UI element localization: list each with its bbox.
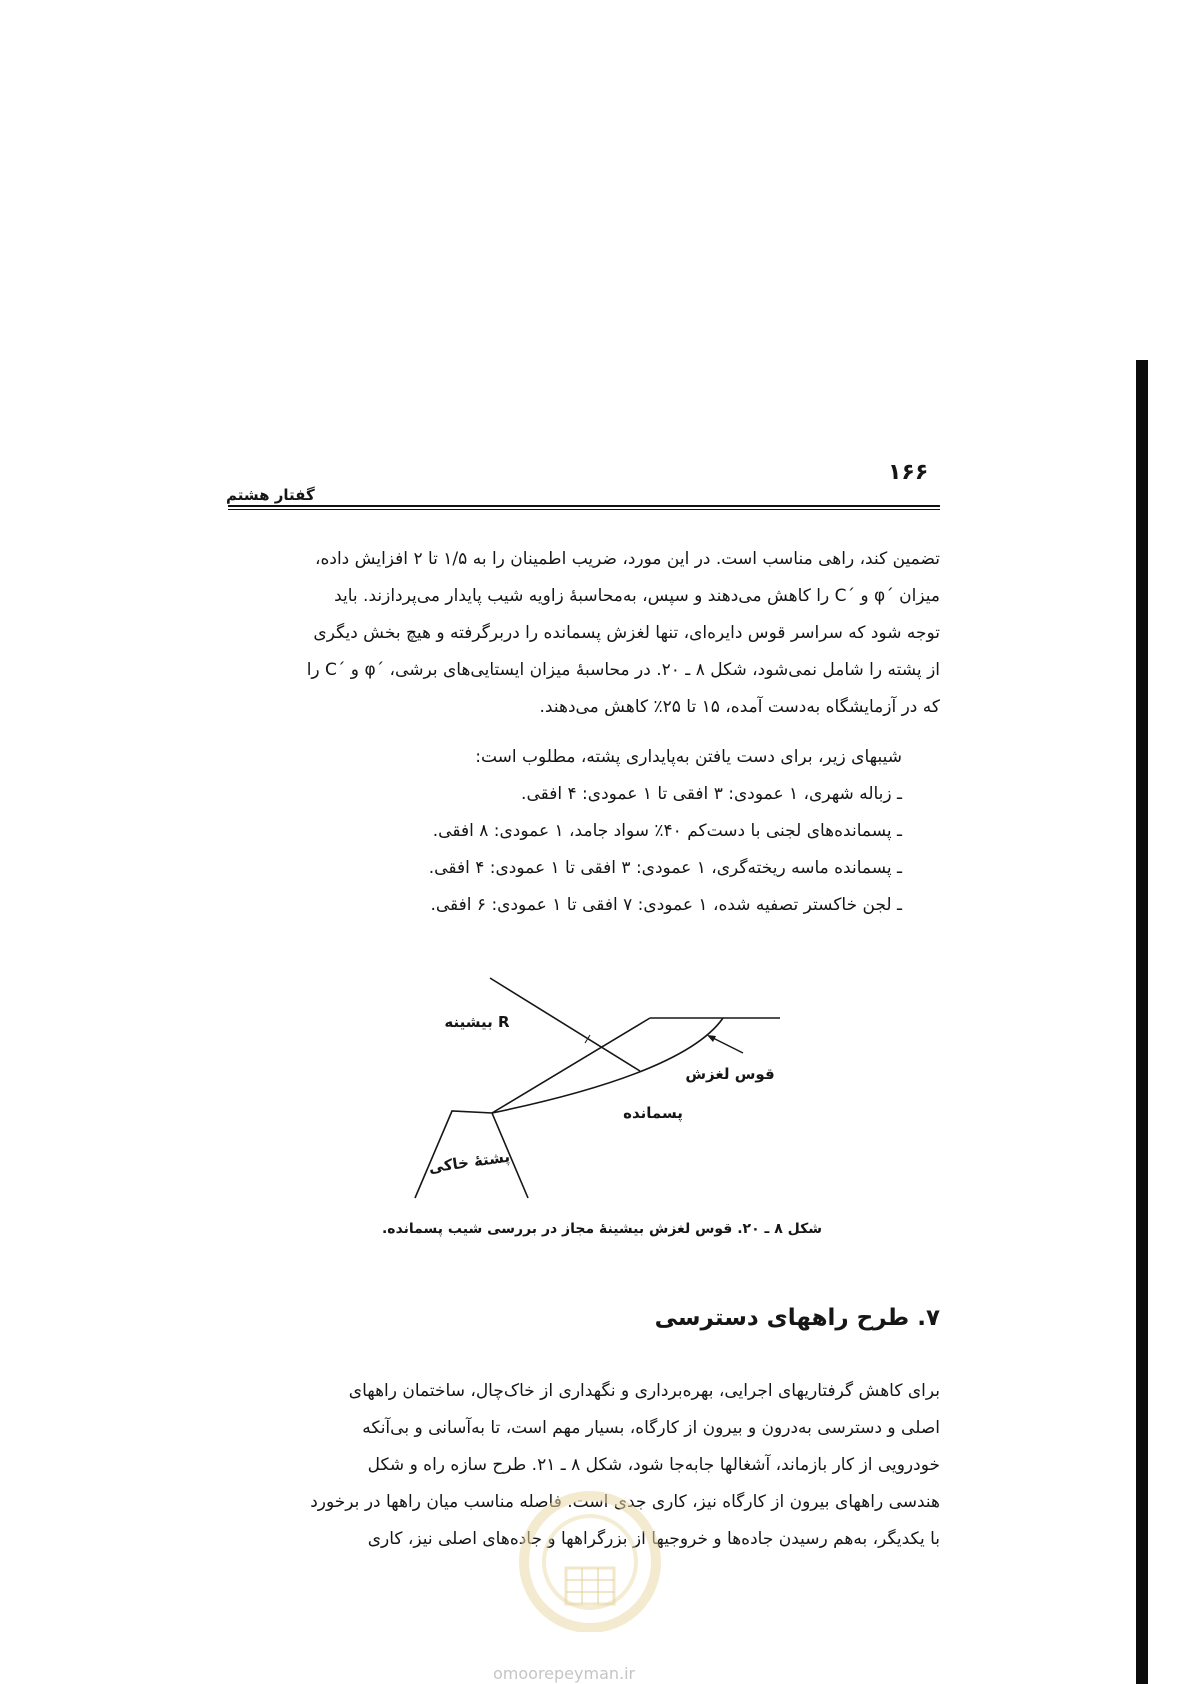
text-line: تضمین کند، راهی مناسب است. در این مورد، ضریب اطمینان را به ۱/۵ تا ۲ افزایش داده، — [315, 549, 940, 569]
list-intro: شیبهای زیر، برای دست یافتن به‌پایداری پشته، مطلوب است: — [475, 747, 902, 767]
chapter-title: گفتار هشتم — [226, 486, 315, 504]
label-max-radius: R بیشینه — [444, 1013, 510, 1031]
text-line: که در آزمایشگاه به‌دست آمده، ۱۵ تا ۲۵٪ کاهش می‌دهند. — [539, 697, 940, 717]
page-edge-shadow — [1136, 360, 1148, 1684]
slip-arc-diagram — [395, 963, 795, 1213]
slope-face — [492, 1018, 650, 1113]
radius-line — [490, 978, 640, 1071]
paragraph-slope-stability — [230, 541, 940, 726]
list-item: ـ پسمانده ماسه ریخته‌گری، ۱ عمودی: ۳ افقی تا ۱ عمودی: ۴ افقی. — [428, 858, 902, 878]
section-heading: ۷. طرح راههای دسترسی — [654, 1305, 940, 1331]
text-line: از پشته را شامل نمی‌شود، شکل ۸ ـ ۲۰. در محاسبهٔ میزان ایستایی‌های برشی، ´φ و ´C را — [306, 660, 940, 680]
watermark-seal-icon — [480, 1482, 700, 1632]
arc-pointer-head — [707, 1035, 716, 1042]
slope-list — [340, 739, 902, 924]
label-slip-arc: قوس لغزش — [685, 1065, 775, 1083]
list-item: ـ لجن خاکستر تصفیه شده، ۱ عمودی: ۷ افقی تا ۱ عمودی: ۶ افقی. — [430, 895, 902, 915]
text-line: خودرویی از کار بازماند، آشغالها جابه‌جا شود، شکل ۸ ـ ۲۱. طرح سازه راه و شکل — [367, 1455, 940, 1475]
list-item: ـ پسمانده‌های لجنی با دست‌کم ۴۰٪ سواد جامد، ۱ عمودی: ۸ افقی. — [432, 821, 902, 841]
text-line: میزان ´φ و ´C را کاهش می‌دهند و سپس، به‌محاسبهٔ زاویه شیب پایدار می‌پردازند. باید — [334, 586, 940, 606]
arc-pointer — [711, 1037, 743, 1053]
text-line: توجه شود که سراسر قوس دایره‌ای، تنها لغزش پسمانده را دربرگرفته و هیچ بخش دیگری — [313, 623, 940, 643]
figure-caption: شکل ۸ ـ ۲۰. قوس لغزش بیشینهٔ مجاز در بررسی شیب پسمانده. — [381, 1221, 823, 1237]
label-embankment: پشتهٔ خاکی — [427, 1147, 512, 1177]
label-waste: پسمانده — [623, 1104, 683, 1122]
list-item: ـ زباله شهری، ۱ عمودی: ۳ افقی تا ۱ عمودی: ۴ افقی. — [521, 784, 902, 804]
text-line: اصلی و دسترسی به‌درون و بیرون از کارگاه، بسیار مهم است، تا به‌آسانی و بی‌آنکه — [362, 1418, 940, 1438]
text-line: برای کاهش گرفتاریهای اجرایی، بهره‌برداری و نگهداری از خاک‌چال، ساختمان راههای — [348, 1381, 940, 1401]
header-rule — [228, 505, 940, 510]
text-line: با یکدیگر، به‌هم رسیدن جاده‌ها و خروجیها از بزرگراهها و جاده‌های اصلی نیز، کاری — [367, 1529, 940, 1549]
watermark-url: omoorepeyman.ir — [493, 1664, 636, 1683]
text-line: هندسی راههای بیرون از کارگاه نیز، کاری جدی است. فاصله مناسب میان راهها در برخورد — [310, 1492, 940, 1512]
page-number: ۱۶۶ — [888, 460, 929, 485]
